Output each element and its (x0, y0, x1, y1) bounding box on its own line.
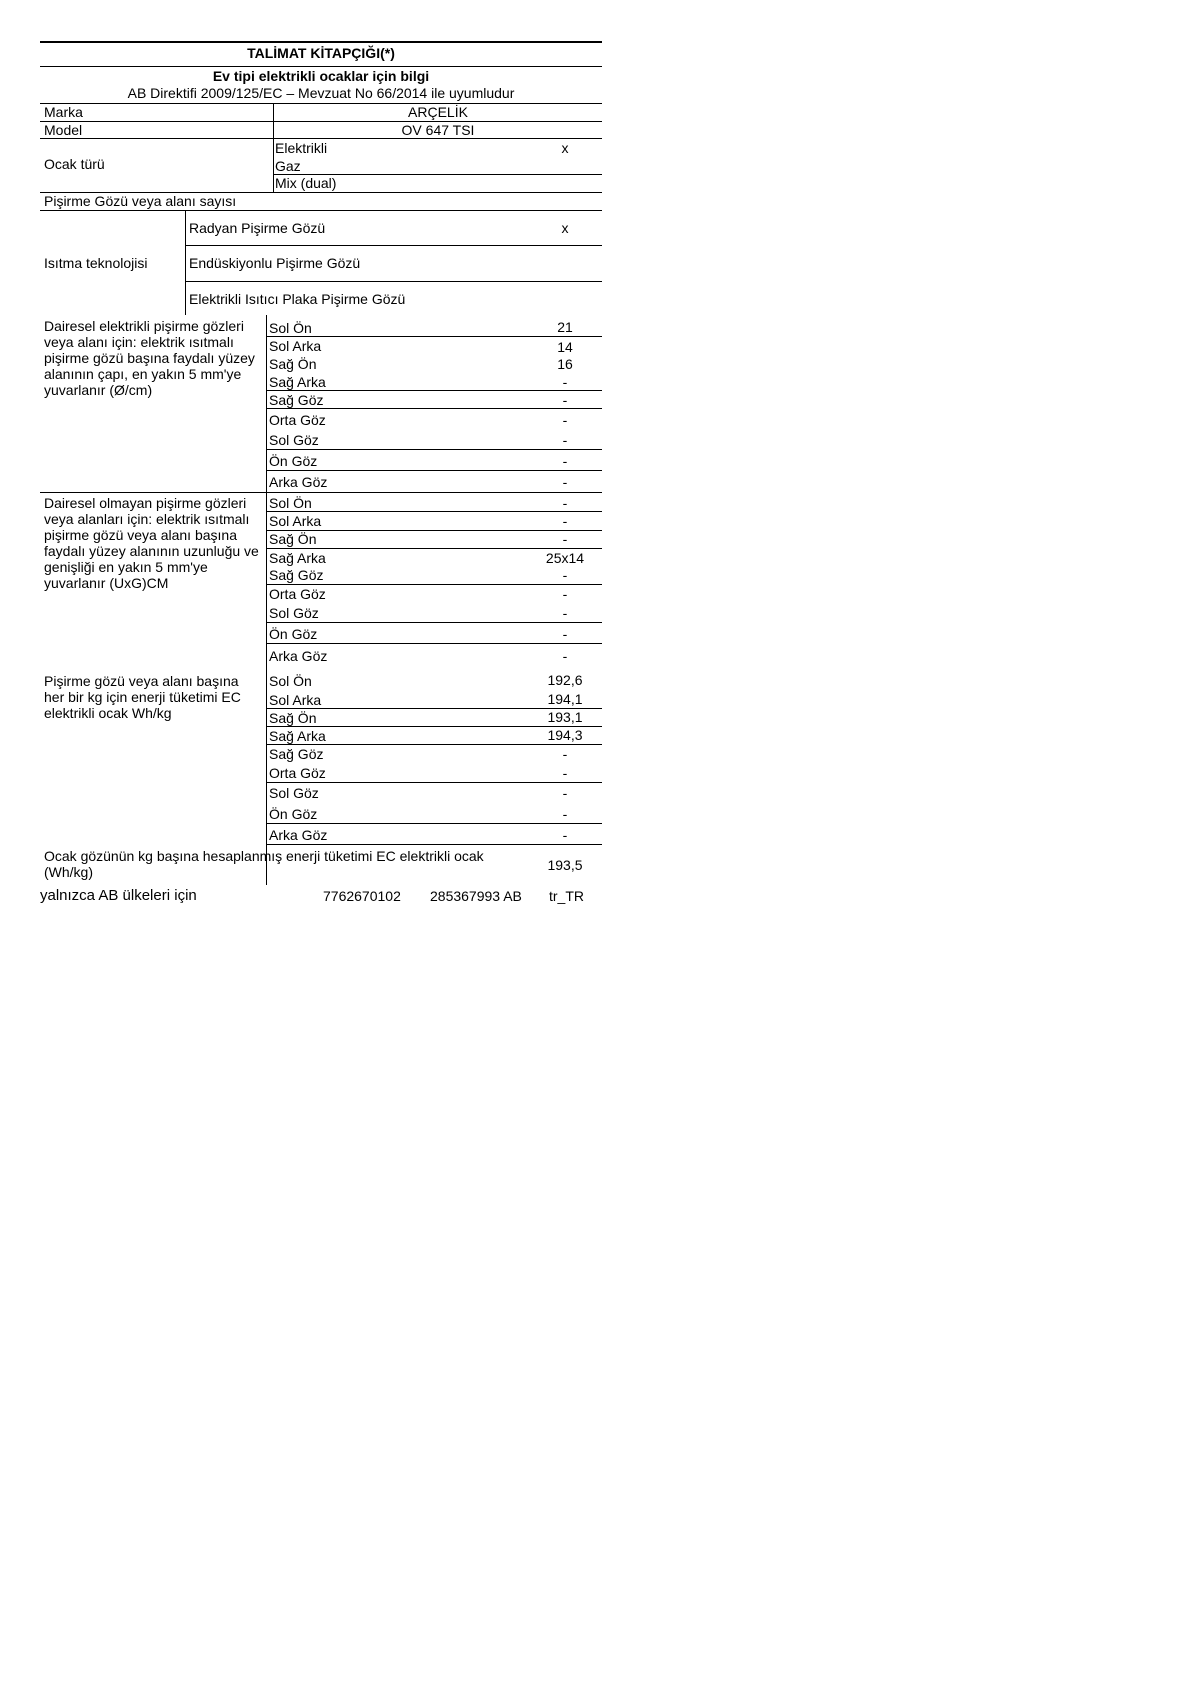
zone-value: - (562, 474, 568, 490)
heating-option: Elektrikli Isıtıcı Plaka Pişirme Gözü (189, 291, 406, 307)
divider (40, 210, 602, 211)
footer-code: 7762670102 (323, 888, 401, 904)
divider (267, 511, 602, 512)
divider (186, 245, 602, 246)
directive-text: AB Direktifi 2009/125/EC – Mevzuat No 66/2014 ile uyumludur (127, 85, 515, 101)
calculated-energy-value: 193,5 (547, 857, 583, 873)
zone-value: 193,1 (547, 709, 583, 725)
zone-value: - (562, 567, 568, 583)
zone-name: Sağ Ön (269, 531, 317, 547)
zone-value: - (562, 827, 568, 843)
zone-name: Ön Göz (269, 806, 318, 822)
zone-value: - (562, 513, 568, 529)
zone-value: 16 (557, 356, 573, 372)
zone-value: - (562, 392, 568, 408)
zone-name: Sağ Arka (269, 728, 326, 744)
zone-name: Sağ Göz (269, 746, 324, 762)
column-divider (185, 210, 186, 315)
heating-tech-label: Isıtma teknolojisi (44, 255, 148, 271)
zone-name: Sol Arka (269, 692, 322, 708)
zone-value: - (562, 495, 568, 511)
circular-zones-label: Dairesel elektrikli pişirme gözleri veya alanı için: elektrik ısıtmalı pişirme gözü başına faydalı yüzey alanının çapı, en yakın 5 mm'ye yuvarlanır (Ø/cm) (44, 318, 255, 398)
footer-code: 285367993 AB (430, 888, 522, 904)
hob-type-label: Ocak türü (44, 156, 105, 172)
divider (267, 390, 602, 391)
zone-value: - (562, 746, 568, 762)
zone-name: Sağ Ön (269, 356, 317, 372)
zone-value: 14 (557, 339, 573, 355)
zone-name: Sol Göz (269, 605, 319, 621)
zone-value: - (562, 374, 568, 390)
non-circular-zones-label: Dairesel olmayan pişirme gözleri veya alanları için: elektrik ısıtmalı pişirme gözü veya alanı başına faydalı yüzey alanının uzunluğu ve genişliği en yakın 5 mm'ye yuvarlanır (UxG)CM (44, 495, 259, 591)
column-divider (266, 315, 267, 885)
divider (40, 66, 602, 67)
zone-value: - (562, 453, 568, 469)
zone-count-label: Pişirme Gözü veya alanı sayısı (44, 193, 237, 209)
divider (267, 408, 602, 409)
zone-value: 194,1 (547, 691, 583, 707)
zone-value: 194,3 (547, 727, 583, 743)
zone-value: - (562, 586, 568, 602)
zone-value: - (562, 648, 568, 664)
zone-name: Sağ Arka (269, 550, 326, 566)
divider (267, 643, 602, 644)
zone-name: Ön Göz (269, 453, 318, 469)
divider (267, 449, 602, 450)
energy-per-zone-label: Pişirme gözü veya alanı başına her bir kg için enerji tüketimi EC elektrikli ocak Wh/kg (44, 673, 241, 721)
calculated-energy-label: Ocak gözünün kg başına hesaplanmış enerji tüketimi EC elektrikli ocak (Wh/kg) (44, 848, 484, 880)
column-divider (273, 103, 274, 192)
sheet-title: TALİMAT KİTAPÇIĞI(*) (247, 45, 395, 61)
sheet-subtitle: Ev tipi elektrikli ocaklar için bilgi (212, 68, 430, 84)
divider (267, 336, 602, 337)
zone-name: Sağ Ön (269, 710, 317, 726)
divider (267, 823, 602, 824)
zone-value: - (562, 806, 568, 822)
zone-name: Arka Göz (269, 827, 328, 843)
divider (267, 470, 602, 471)
zone-value: - (562, 765, 568, 781)
divider (267, 548, 602, 549)
zone-name: Sol Ön (269, 320, 312, 336)
zone-name: Ön Göz (269, 626, 318, 642)
zone-value: - (562, 626, 568, 642)
zone-value: 25x14 (545, 550, 585, 566)
divider (267, 584, 602, 585)
zone-name: Orta Göz (269, 586, 326, 602)
footer-locale: tr_TR (549, 888, 584, 904)
zone-name: Sağ Arka (269, 374, 326, 390)
divider (40, 138, 602, 139)
heating-option: Endüskiyonlu Pişirme Gözü (189, 255, 361, 271)
divider (267, 782, 602, 783)
hob-type-option: Elektrikli (275, 140, 328, 156)
footer-note: yalnızca AB ülkeleri için (40, 887, 197, 904)
zone-name: Sol Göz (269, 785, 319, 801)
zone-name: Orta Göz (269, 412, 326, 428)
zone-value: 192,6 (547, 672, 583, 688)
hob-type-option: Mix (dual) (275, 175, 337, 191)
zone-name: Sağ Göz (269, 392, 324, 408)
divider (267, 744, 602, 745)
zone-value: - (562, 412, 568, 428)
zone-value: - (562, 531, 568, 547)
zone-name: Sağ Göz (269, 567, 324, 583)
brand-value: ARÇELİK (408, 104, 468, 120)
divider (186, 281, 602, 282)
zone-value: - (562, 432, 568, 448)
zone-name: Arka Göz (269, 474, 328, 490)
brand-label: Marka (44, 104, 83, 120)
model-value: OV 647 TSI (401, 122, 475, 138)
top-rule (40, 41, 602, 43)
divider (267, 844, 602, 845)
hob-type-mark: x (561, 140, 569, 156)
zone-name: Orta Göz (269, 765, 326, 781)
hob-type-option: Gaz (275, 158, 301, 174)
zone-value: 21 (557, 319, 573, 335)
zone-name: Sol Arka (269, 513, 322, 529)
divider (40, 492, 602, 493)
zone-name: Sol Ön (269, 495, 312, 511)
zone-name: Sol Göz (269, 432, 319, 448)
divider (267, 622, 602, 623)
zone-value: - (562, 785, 568, 801)
zone-name: Arka Göz (269, 648, 328, 664)
zone-name: Sol Ön (269, 673, 312, 689)
zone-value: - (562, 605, 568, 621)
heating-mark: x (561, 220, 569, 236)
zone-name: Sol Arka (269, 338, 322, 354)
heating-option: Radyan Pişirme Gözü (189, 220, 326, 236)
model-label: Model (44, 122, 83, 138)
